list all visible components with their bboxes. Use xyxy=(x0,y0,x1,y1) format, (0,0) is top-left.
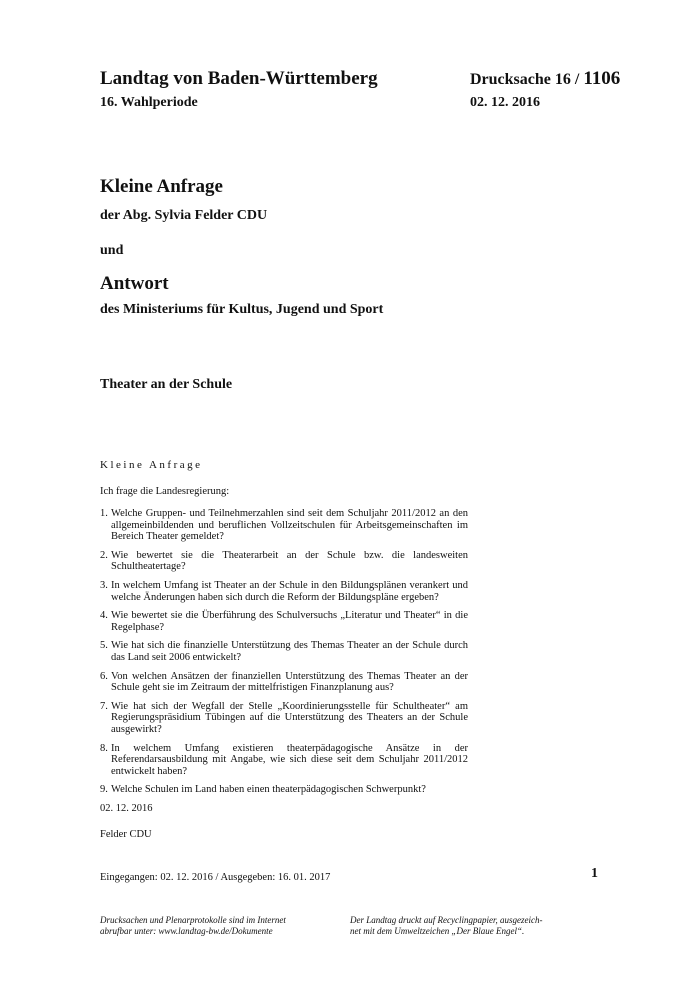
question-number: 2. xyxy=(100,549,108,561)
question-number: 7. xyxy=(100,700,108,712)
question-text: Welche Gruppen- und Teilnehmerzahlen sind seit dem Schuljahr 2011/2012 an den allgemeinbildenden und beruflichen Vollzeitschulen für Arbeitsgemeinschaften im Bereich Theater gemeldet? xyxy=(111,508,468,543)
question-item xyxy=(100,550,468,573)
question-number: 3. xyxy=(100,579,108,591)
received-issued-dates: Eingegangen: 02. 12. 2016 / Ausgegeben: 16. 01. 2017 xyxy=(100,872,331,883)
footer-note-recycling-line1: Der Landtag druckt auf Recyclingpapier, ausgezeich- xyxy=(350,915,543,925)
question-number: 8. xyxy=(100,742,108,754)
title-antwort: Antwort xyxy=(100,273,169,294)
question-text: Welche Schulen im Land haben einen theaterpädagogischen Schwerpunkt? xyxy=(111,784,426,796)
und-line: und xyxy=(100,243,124,258)
topic-title: Theater an der Schule xyxy=(100,377,233,392)
question-number: 1. xyxy=(100,508,108,519)
election-period: 16. Wahlperiode xyxy=(100,95,198,110)
page-number: 1 xyxy=(591,866,598,881)
document-date: 02. 12. 2016 xyxy=(470,95,540,110)
document-number xyxy=(470,68,620,90)
signature-name: Felder CDU xyxy=(100,829,152,840)
footer-note-internet-line2: abrufbar unter: www.landtag-bw.de/Dokumente xyxy=(100,926,273,936)
question-item xyxy=(100,640,468,663)
footer-note-recycling-line2: net mit dem Umweltzeichen „Der Blaue Engel“. xyxy=(350,926,525,936)
question-text: Von welchen Ansätzen der finanziellen Unterstützung des Themas Theater an der Schule geht sie im Zeitraum der mittelfristigen Finanzplanung aus? xyxy=(111,670,468,694)
section-heading: Kleine Anfrage xyxy=(100,459,203,471)
question-item xyxy=(100,580,468,603)
question-number: 9. xyxy=(100,784,108,796)
question-text: Wie bewertet sie die Theaterarbeit an der Schule bzw. die landesweiten Schultheatertage? xyxy=(111,549,468,573)
question-item xyxy=(100,784,468,796)
signature-date: 02. 12. 2016 xyxy=(100,803,153,814)
question-text: Wie bewertet sie die Überführung des Schulversuchs „Literatur und Theater“ in die Regelphase? xyxy=(111,610,468,633)
question-item xyxy=(100,701,468,736)
title-kleine-anfrage: Kleine Anfrage xyxy=(100,176,223,197)
question-item xyxy=(100,508,468,543)
question-text: Wie hat sich die finanzielle Unterstützung des Themas Theater an der Schule durch das Land seit 2006 entwickelt? xyxy=(111,640,468,663)
question-number: 6. xyxy=(100,670,108,682)
question-text: In welchem Umfang existieren theaterpädagogische Ansätze in der Referendarsausbildung mit Angabe, wie sich diese seit dem Schuljahr 2011/2012 entwickelt haben? xyxy=(111,742,468,777)
footer-note-recycling xyxy=(350,915,542,937)
footer-note-internet-line1: Drucksachen und Plenarprotokolle sind im Internet xyxy=(100,915,286,925)
question-item xyxy=(100,671,468,694)
parliament-name: Landtag von Baden-Württemberg xyxy=(100,68,378,89)
document-label: Drucksache 16 / xyxy=(470,71,580,88)
question-text: Wie hat sich der Wegfall der Stelle „Koordinierungsstelle für Schultheater“ am Regierungspräsidium Tübingen auf die Unterstützung des Theaters an der Schule ausgewirkt? xyxy=(111,700,468,735)
author-line: der Abg. Sylvia Felder CDU xyxy=(100,208,268,223)
section-intro: Ich frage die Landesregierung: xyxy=(100,486,230,497)
question-list xyxy=(100,508,468,803)
question-number: 4. xyxy=(100,610,108,622)
question-number: 5. xyxy=(100,640,108,652)
ministry-line: des Ministeriums für Kultus, Jugend und Sport xyxy=(100,302,384,317)
question-item xyxy=(100,610,468,633)
footer-note-internet xyxy=(100,915,286,937)
question-item xyxy=(100,743,468,778)
document-number-value: 1106 xyxy=(583,68,621,89)
question-text: In welchem Umfang ist Theater an der Schule in den Bildungsplänen verankert und welche Änderungen haben sich durch die Reform der Bildungspläne ergeben? xyxy=(111,579,468,603)
